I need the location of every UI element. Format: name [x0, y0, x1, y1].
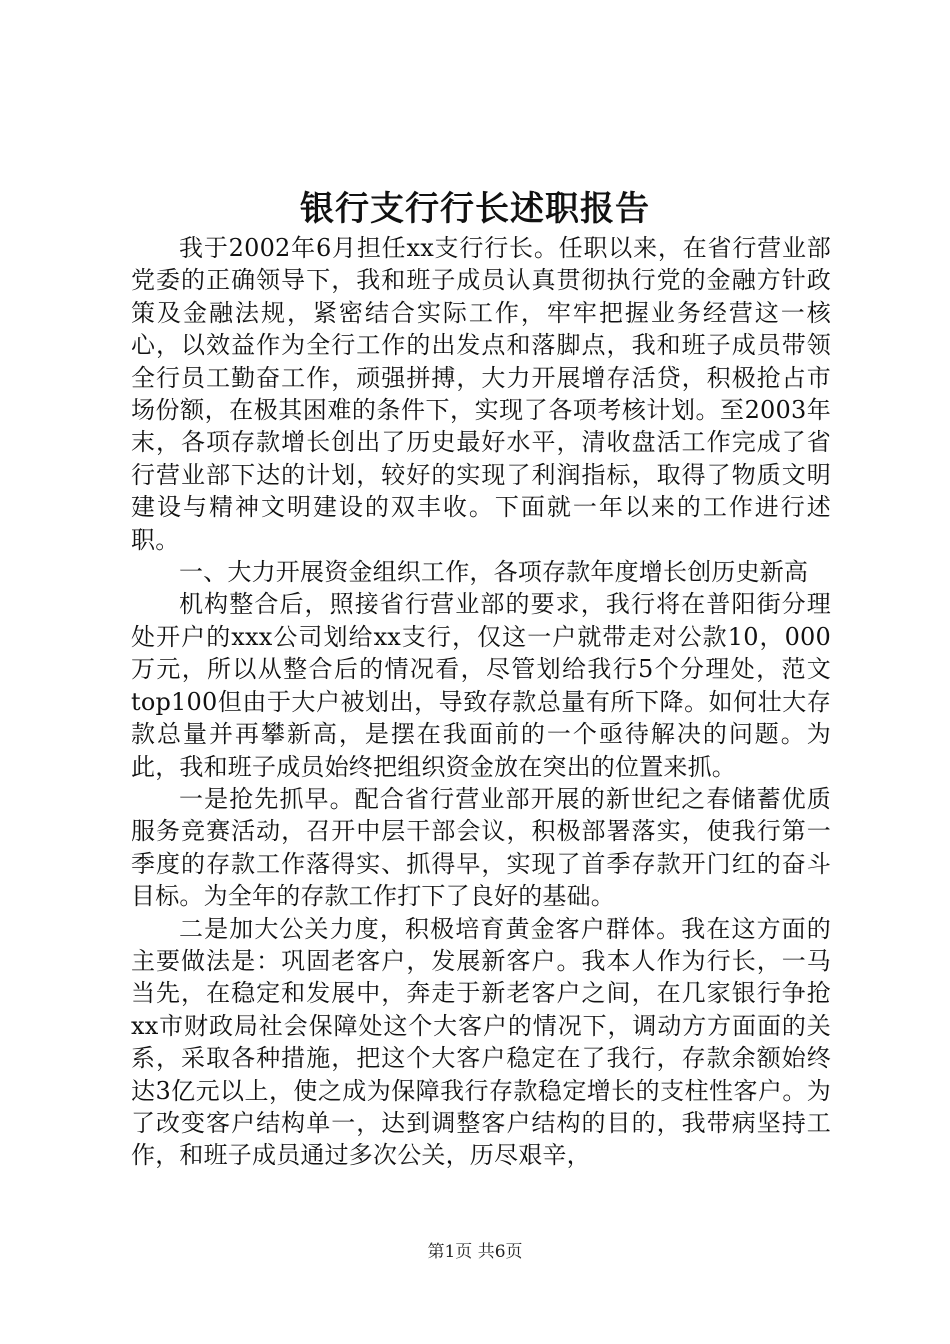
paragraph-point-1: 一是抢先抓早。配合省行营业部开展的新世纪之春储蓄优质服务竞赛活动，召开中层干部会议，积极部署落实，使我行第一季度的存款工作落得实、抓得早，实现了首季存款开门红的奋斗目标。为全年的存款工作打下了良好的基础。: [131, 784, 831, 911]
document-body: [131, 232, 831, 1172]
section-heading-1: 一、大力开展资金组织工作，各项存款年度增长创历史新高: [179, 558, 809, 587]
document-title: 银行支行行长述职报告: [300, 189, 650, 229]
paragraph-intro: 我于2002年6月担任xx支行行长。任职以来，在省行营业部党委的正确领导下，我和班子成员认真贯彻执行党的金融方针政策及金融法规，紧密结合实际工作，牢牢把握业务经营这一核心，以效益作为全行工作的出发点和落脚点，我和班子成员带领全行员工勤奋工作，顽强拼搏，大力开展增存活贷，积极抢占市场份额，在极其困难的条件下，实现了各项考核计划。至2003年末，各项存款增长创出了历史最好水平，清收盘活工作完成了省行营业部下达的计划，较好的实现了利润指标，取得了物质文明建设与精神文明建设的双丰收。下面就一年以来的工作进行述职。: [131, 234, 831, 554]
page-number-footer: 第1页 共6页: [427, 1242, 523, 1262]
paragraph-point-2: 二是加大公关力度，积极培育黄金客户群体。我在这方面的主要做法是：巩固老客户，发展新客户。我本人作为行长，一马当先，在稳定和发展中，奔走于新老客户之间，在几家银行争抢xx市财政局社会保障处这个大客户的情况下，调动方方面面的关系，采取各种措施，把这个大客户稳定在了我行，存款余额始终达3亿元以上，使之成为保障我行存款稳定增长的支柱性客户。为了改变客户结构单一，达到调整客户结构的目的，我带病坚持工作，和班子成员通过多次公关，历尽艰辛，: [131, 914, 831, 1170]
paragraph-reorganization: 机构整合后，照接省行营业部的要求，我行将在普阳街分理处开户的xxx公司划给xx支行，仅这一户就带走对公款10，000万元，所以从整合后的情况看，尽管划给我行5个分理处，范文top100但由于大户被划出，导致存款总量有所下降。如何壮大存款总量并再攀新高，是摆在我面前的一个亟待解决的问题。为此，我和班子成员始终把组织资金放在突出的位置来抓。: [131, 590, 831, 781]
